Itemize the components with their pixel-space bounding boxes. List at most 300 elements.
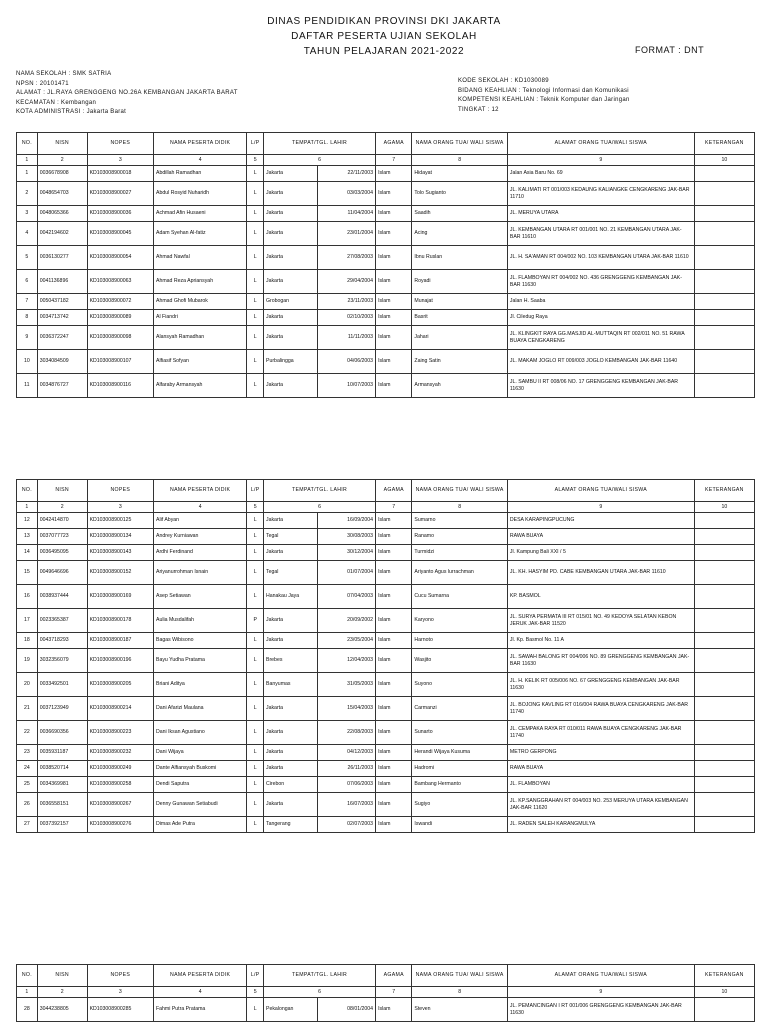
- nopes: KD103008900249: [87, 761, 153, 777]
- student-name: Bagas Wibisono: [153, 633, 246, 649]
- column-index-cell: 2: [37, 502, 87, 513]
- gender: L: [247, 777, 264, 793]
- col-nopes-header: NOPES: [87, 965, 153, 987]
- student-table-page-1: [16, 132, 755, 398]
- parent-name: Hidayat: [412, 166, 507, 182]
- birth-date: 22/11/2003: [317, 166, 375, 182]
- religion: Islam: [376, 721, 412, 745]
- student-name: Al Fiandri: [153, 310, 246, 326]
- remarks: [694, 761, 754, 777]
- birth-date: 07/06/2003: [317, 777, 375, 793]
- birth-date: 20/09/2002: [317, 609, 375, 633]
- parent-address: JL. KEMBANGAN UTARA RT 001/001 NO. 21 KEMBANGAN UTARA JAK-BAR 11610: [507, 222, 694, 246]
- birth-place: Jakarta: [263, 697, 317, 721]
- gender: P: [247, 609, 264, 633]
- column-index-cell: 7: [376, 155, 412, 166]
- gender: L: [247, 673, 264, 697]
- table-row: [17, 206, 755, 222]
- nopes: KD103008900027: [87, 182, 153, 206]
- parent-name: Harnoto: [412, 633, 507, 649]
- religion: Islam: [376, 350, 412, 374]
- birth-date: 23/11/2003: [317, 294, 375, 310]
- parent-name: Sumarno: [412, 513, 507, 529]
- table-row: [17, 633, 755, 649]
- remarks: [694, 649, 754, 673]
- birth-place: Jakarta: [263, 374, 317, 398]
- gender: L: [247, 270, 264, 294]
- table-row: [17, 609, 755, 633]
- gender: L: [247, 222, 264, 246]
- student-name: Dani Wijaya: [153, 745, 246, 761]
- student-name: Ahmad Ghofi Mubarok: [153, 294, 246, 310]
- school-name: NAMA SEKOLAH : SMK SATRIA: [16, 71, 112, 77]
- column-index-cell: 10: [694, 155, 754, 166]
- gender: L: [247, 545, 264, 561]
- birth-place: Jakarta: [263, 206, 317, 222]
- parent-name: Suyono: [412, 673, 507, 697]
- column-index-cell: 4: [153, 502, 246, 513]
- gender: L: [247, 721, 264, 745]
- parent-name: Munajat: [412, 294, 507, 310]
- gender: L: [247, 513, 264, 529]
- parent-address: JL. FLAMBOYAN: [507, 777, 694, 793]
- gender: L: [247, 585, 264, 609]
- gender: L: [247, 633, 264, 649]
- student-name: Dimas Ade Putra: [153, 817, 246, 833]
- birth-date: 31/05/2003: [317, 673, 375, 697]
- remarks: [694, 166, 754, 182]
- gender: L: [247, 817, 264, 833]
- remarks: [694, 513, 754, 529]
- birth-date: 16/09/2004: [317, 513, 375, 529]
- parent-address: RAWA BUAYA: [507, 529, 694, 545]
- table-row: [17, 649, 755, 673]
- gender: L: [247, 745, 264, 761]
- birth-place: Tegal: [263, 529, 317, 545]
- parent-name: Steven: [412, 998, 507, 1022]
- nopes: KD103008900143: [87, 545, 153, 561]
- birth-place: Jakarta: [263, 246, 317, 270]
- nopes: KD103008900267: [87, 793, 153, 817]
- col-lp-header: L/P: [247, 480, 264, 502]
- parent-address: JL. H. SA'AMAN RT 004/002 NO. 103 KEMBANGAN UTARA JAK-BAR 11610: [507, 246, 694, 270]
- nisn: 0035931187: [37, 745, 87, 761]
- remarks: [694, 585, 754, 609]
- parent-name: Iswandi: [412, 817, 507, 833]
- row-number: 17: [17, 609, 38, 633]
- nisn: 3032356079: [37, 649, 87, 673]
- col-ttl-header: TEMPAT/TGL. LAHIR: [263, 133, 375, 155]
- table-row: [17, 585, 755, 609]
- religion: Islam: [376, 649, 412, 673]
- parent-address: Jl. Ciledug Raya: [507, 310, 694, 326]
- nopes: KD103008900205: [87, 673, 153, 697]
- table-row: [17, 529, 755, 545]
- col-agama-header: AGAMA: [376, 133, 412, 155]
- column-index-cell: 8: [412, 502, 507, 513]
- row-number: 24: [17, 761, 38, 777]
- parent-address: JL. CEMPAKA RAYA RT 010/011 RAWA BUAYA CENGKARENG JAK-BAR 11740: [507, 721, 694, 745]
- column-index-cell: 5: [247, 155, 264, 166]
- col-ortu-header: NAMA ORANG TUA/ WALI SISWA: [412, 965, 507, 987]
- birth-place: Brebes: [263, 649, 317, 673]
- table-row: [17, 745, 755, 761]
- parent-address: KP. BASMOL: [507, 585, 694, 609]
- row-number: 15: [17, 561, 38, 585]
- parent-address: Jl. Kampung Bali XXI / 5: [507, 545, 694, 561]
- gender: L: [247, 310, 264, 326]
- parent-address: JL. SURYA PERMATA III RT 015/01 NO. 49 KEDOYA SELATAN KEBON JERUK JAK-BAR 11520: [507, 609, 694, 633]
- col-ortu-header: NAMA ORANG TUA/ WALI SISWA: [412, 133, 507, 155]
- col-ortu-header: NAMA ORANG TUA/ WALI SISWA: [412, 480, 507, 502]
- gender: L: [247, 350, 264, 374]
- birth-date: 01/07/2004: [317, 561, 375, 585]
- title-line-2: DAFTAR PESERTA UJIAN SEKOLAH: [291, 31, 477, 42]
- birth-place: Tegal: [263, 561, 317, 585]
- nisn: 0050437182: [37, 294, 87, 310]
- table-row: [17, 793, 755, 817]
- col-keterangan-header: KETERANGAN: [694, 133, 754, 155]
- birth-place: Jakarta: [263, 513, 317, 529]
- column-index-cell: 7: [376, 987, 412, 998]
- birth-date: 26/11/2003: [317, 761, 375, 777]
- birth-date: 07/04/2003: [317, 585, 375, 609]
- title-line-3: TAHUN PELAJARAN 2021-2022: [303, 46, 465, 57]
- col-agama-header: AGAMA: [376, 480, 412, 502]
- remarks: [694, 721, 754, 745]
- header-row: [17, 133, 755, 155]
- column-index-cell: 2: [37, 155, 87, 166]
- student-name: Dani Iksan Agustiano: [153, 721, 246, 745]
- nisn: 0043718293: [37, 633, 87, 649]
- parent-name: Sugiyo: [412, 793, 507, 817]
- column-index-cell: 3: [87, 502, 153, 513]
- student-name: Andrey Kurniawan: [153, 529, 246, 545]
- nisn: 3034084509: [37, 350, 87, 374]
- gender: L: [247, 294, 264, 310]
- row-number: 22: [17, 721, 38, 745]
- parent-address: JL. MERUYA UTARA: [507, 206, 694, 222]
- religion: Islam: [376, 609, 412, 633]
- parent-name: Carmanzi: [412, 697, 507, 721]
- religion: Islam: [376, 529, 412, 545]
- birth-date: 08/01/2004: [317, 998, 375, 1022]
- birth-place: Jakarta: [263, 761, 317, 777]
- school-address: ALAMAT : JL.RAYA GRENGGENG NO.26A KEMBANGAN JAKARTA BARAT: [16, 90, 238, 96]
- column-index-row: [17, 155, 755, 166]
- nopes: KD103008900045: [87, 222, 153, 246]
- school-level: TINGKAT : 12: [458, 106, 499, 113]
- table-row: [17, 326, 755, 350]
- nisn: 0036558151: [37, 793, 87, 817]
- student-name: Adam Syehan Al-fatiz: [153, 222, 246, 246]
- parent-address: METRO GERPONG: [507, 745, 694, 761]
- student-table-page-3: [16, 964, 755, 1022]
- table-row: [17, 761, 755, 777]
- nopes: KD103008900063: [87, 270, 153, 294]
- student-name: Alfaraby Armansyah: [153, 374, 246, 398]
- school-info-right: [458, 77, 630, 115]
- row-number: 14: [17, 545, 38, 561]
- remarks: [694, 545, 754, 561]
- row-number: 4: [17, 222, 38, 246]
- birth-place: Purbalingga: [263, 350, 317, 374]
- birth-place: Pekalongan: [263, 998, 317, 1022]
- nisn: 0038520714: [37, 761, 87, 777]
- remarks: [694, 529, 754, 545]
- nopes: KD103008900276: [87, 817, 153, 833]
- col-nisn-header: NISN: [37, 133, 87, 155]
- parent-address: JL. FLAMBOYAN RT 004/002 NO. 436 GRENGGENG KEMBANGAN JAK-BAR 11630: [507, 270, 694, 294]
- birth-date: 03/03/2004: [317, 182, 375, 206]
- column-index-cell: 10: [694, 502, 754, 513]
- religion: Islam: [376, 633, 412, 649]
- column-index-cell: 6: [263, 502, 375, 513]
- table-row: [17, 246, 755, 270]
- col-alamat-header: ALAMAT ORANG TUA/WALI SISWA: [507, 965, 694, 987]
- nisn: 0037077723: [37, 529, 87, 545]
- school-npsn: NPSN : 20101471: [16, 80, 69, 87]
- parent-address: JL. KLINGKIT RAYA GG.MASJID AL-MUTTAQIN RT 002/011 NO. 51 RAWA BUAYA CENGKARENG: [507, 326, 694, 350]
- col-no-header: NO.: [17, 133, 38, 155]
- col-keterangan-header: KETERANGAN: [694, 480, 754, 502]
- school-kota: KOTA ADMINISTRASI : Jakarta Barat: [16, 109, 127, 115]
- row-number: 20: [17, 673, 38, 697]
- birth-date: 23/01/2004: [317, 222, 375, 246]
- remarks: [694, 246, 754, 270]
- col-nama-header: NAMA PESERTA DIDIK: [153, 133, 246, 155]
- remarks: [694, 326, 754, 350]
- birth-place: Jakarta: [263, 222, 317, 246]
- gender: L: [247, 166, 264, 182]
- nisn: 0034713742: [37, 310, 87, 326]
- nopes: KD103008900089: [87, 310, 153, 326]
- student-name: Abdul Rosyid Nuharidh: [153, 182, 246, 206]
- birth-date: 30/08/2003: [317, 529, 375, 545]
- gender: L: [247, 206, 264, 222]
- table-row: [17, 310, 755, 326]
- parent-address: JL. PEMANCINGAN I RT 001/006 GRENGGENG KEMBANGAN JAK-BAR 11630: [507, 998, 694, 1022]
- column-index-row: [17, 502, 755, 513]
- student-name: Dani Afarizi Maulana: [153, 697, 246, 721]
- nopes: KD103008900223: [87, 721, 153, 745]
- parent-name: Ranamo: [412, 529, 507, 545]
- birth-date: 29/04/2004: [317, 270, 375, 294]
- gender: L: [247, 529, 264, 545]
- table-row: [17, 721, 755, 745]
- birth-date: 16/07/2003: [317, 793, 375, 817]
- title-line-1: DINAS PENDIDIKAN PROVINSI DKI JAKARTA: [267, 16, 501, 27]
- remarks: [694, 673, 754, 697]
- remarks: [694, 793, 754, 817]
- parent-address: JL. MAKAM JOGLO RT 009/003 JOGLO KEMBANGAN JAK-BAR 11640: [507, 350, 694, 374]
- row-number: 9: [17, 326, 38, 350]
- parent-address: JL. KALIMATI RT 001/003 KEDAUNG KALIANGKE CENGKARENG JAK-BAR 11710: [507, 182, 694, 206]
- nopes: KD103008900036: [87, 206, 153, 222]
- col-keterangan-header: KETERANGAN: [694, 965, 754, 987]
- birth-place: Tangerang: [263, 817, 317, 833]
- parent-name: Bambang Hermanto: [412, 777, 507, 793]
- col-nopes-header: NOPES: [87, 133, 153, 155]
- col-nisn-header: NISN: [37, 965, 87, 987]
- birth-place: Jakarta: [263, 182, 317, 206]
- remarks: [694, 182, 754, 206]
- remarks: [694, 777, 754, 793]
- birth-place: Jakarta: [263, 793, 317, 817]
- nisn: 0048654703: [37, 182, 87, 206]
- gender: L: [247, 561, 264, 585]
- row-number: 23: [17, 745, 38, 761]
- birth-date: 30/12/2004: [317, 545, 375, 561]
- student-name: Ahmad Nawfal: [153, 246, 246, 270]
- student-name: Abdillah Ramadhan: [153, 166, 246, 182]
- remarks: [694, 310, 754, 326]
- parent-address: Jalan H. Saaba: [507, 294, 694, 310]
- student-name: Asep Setiawan: [153, 585, 246, 609]
- nisn: 0038937444: [37, 585, 87, 609]
- row-number: 10: [17, 350, 38, 374]
- parent-address: DESA KARAPINGPUCUNG: [507, 513, 694, 529]
- remarks: [694, 745, 754, 761]
- row-number: 11: [17, 374, 38, 398]
- nisn: 0036690356: [37, 721, 87, 745]
- nopes: KD103008900116: [87, 374, 153, 398]
- column-index-cell: 4: [153, 155, 246, 166]
- column-index-cell: 1: [17, 502, 38, 513]
- column-index-cell: 10: [694, 987, 754, 998]
- student-name: Ariyanurrohman Isnain: [153, 561, 246, 585]
- student-name: Denny Gunawan Setiabudi: [153, 793, 246, 817]
- birth-date: 11/04/2004: [317, 206, 375, 222]
- table-row: [17, 513, 755, 529]
- school-competency: KOMPETENSI KEAHLIAN : Teknik Komputer dan Jaringan: [458, 97, 630, 103]
- row-number: 26: [17, 793, 38, 817]
- religion: Islam: [376, 793, 412, 817]
- birth-place: Hanakau Jaya: [263, 585, 317, 609]
- birth-place: Jakarta: [263, 270, 317, 294]
- birth-date: 27/08/2003: [317, 246, 375, 270]
- birth-date: 02/10/2003: [317, 310, 375, 326]
- nopes: KD103008900214: [87, 697, 153, 721]
- gender: L: [247, 998, 264, 1022]
- col-ttl-header: TEMPAT/TGL. LAHIR: [263, 965, 375, 987]
- parent-address: JL. BOJONG KAVLING RT 016/004 RAWA BUAYA CENGKARENG JAK-BAR 11740: [507, 697, 694, 721]
- student-name: Fahmi Putra Pratama: [153, 998, 246, 1022]
- row-number: 3: [17, 206, 38, 222]
- table-row: [17, 166, 755, 182]
- religion: Islam: [376, 745, 412, 761]
- column-index-cell: 4: [153, 987, 246, 998]
- nopes: KD103008900125: [87, 513, 153, 529]
- religion: Islam: [376, 374, 412, 398]
- col-no-header: NO.: [17, 965, 38, 987]
- remarks: [694, 697, 754, 721]
- column-index-cell: 9: [507, 987, 694, 998]
- parent-name: Turmidzi: [412, 545, 507, 561]
- nisn: 0042194602: [37, 222, 87, 246]
- remarks: [694, 222, 754, 246]
- parent-name: Herandi Wijaya Kusuma: [412, 745, 507, 761]
- remarks: [694, 350, 754, 374]
- birth-date: 23/05/2004: [317, 633, 375, 649]
- table-row: [17, 817, 755, 833]
- table-row: [17, 222, 755, 246]
- column-index-cell: 9: [507, 502, 694, 513]
- nopes: KD103008900178: [87, 609, 153, 633]
- row-number: 28: [17, 998, 38, 1022]
- parent-name: Ariyanto Agus lurrachman: [412, 561, 507, 585]
- table-row: [17, 182, 755, 206]
- nisn: 0049646696: [37, 561, 87, 585]
- religion: Islam: [376, 222, 412, 246]
- birth-date: 02/07/2003: [317, 817, 375, 833]
- remarks: [694, 998, 754, 1022]
- column-index-cell: 1: [17, 155, 38, 166]
- student-name: Alfiasif Sofyan: [153, 350, 246, 374]
- nisn: 0036130277: [37, 246, 87, 270]
- nopes: KD103008900134: [87, 529, 153, 545]
- col-nama-header: NAMA PESERTA DIDIK: [153, 480, 246, 502]
- school-kecamatan: KECAMATAN : Kembangan: [16, 99, 97, 106]
- birth-date: 04/06/2003: [317, 350, 375, 374]
- row-number: 12: [17, 513, 38, 529]
- parent-address: JL. H. KELIK RT 005/006 NO. 67 GRENGGENG KEMBANGAN JAK-BAR 11630: [507, 673, 694, 697]
- column-index-cell: 5: [247, 987, 264, 998]
- birth-place: Jakarta: [263, 545, 317, 561]
- column-index-cell: 5: [247, 502, 264, 513]
- student-name: Achmad Afin Husaeni: [153, 206, 246, 222]
- birth-place: Cirebon: [263, 777, 317, 793]
- parent-address: JL. KP.SANGGRAHAN RT 004/003 NO. 253 MERUYA UTARA KEMBANGAN JAK-BAR 11620: [507, 793, 694, 817]
- parent-address: JL. KH. HASYIM PD. CABE KEMBANGAN UTARA JAK-BAR 11610: [507, 561, 694, 585]
- nopes: KD103008900018: [87, 166, 153, 182]
- format-label: FORMAT : DNT: [635, 45, 705, 55]
- birth-place: Jakarta: [263, 166, 317, 182]
- student-name: Alansyah Ramadhan: [153, 326, 246, 350]
- birth-place: Jakarta: [263, 310, 317, 326]
- religion: Islam: [376, 585, 412, 609]
- table-row: [17, 777, 755, 793]
- religion: Islam: [376, 326, 412, 350]
- column-index-cell: 6: [263, 155, 375, 166]
- gender: L: [247, 182, 264, 206]
- school-info-left: [16, 70, 238, 118]
- religion: Islam: [376, 270, 412, 294]
- column-index-cell: 9: [507, 155, 694, 166]
- birth-date: 04/12/2003: [317, 745, 375, 761]
- student-name: Dante Alfiansyah Buskomi: [153, 761, 246, 777]
- column-index-cell: 7: [376, 502, 412, 513]
- religion: Islam: [376, 246, 412, 270]
- nisn: 0036372247: [37, 326, 87, 350]
- row-number: 18: [17, 633, 38, 649]
- header-row: [17, 965, 755, 987]
- parent-name: Zaing Satin: [412, 350, 507, 374]
- column-index-cell: 3: [87, 155, 153, 166]
- gender: L: [247, 761, 264, 777]
- school-field: BIDANG KEAHLIAN : Teknologi Informasi dan Komunikasi: [458, 87, 629, 94]
- parent-name: Basrit: [412, 310, 507, 326]
- remarks: [694, 633, 754, 649]
- student-name: Bayu Yudha Pratama: [153, 649, 246, 673]
- nisn: 0041136896: [37, 270, 87, 294]
- col-lp-header: L/P: [247, 133, 264, 155]
- col-alamat-header: ALAMAT ORANG TUA/WALI SISWA: [507, 133, 694, 155]
- nopes: KD103008900285: [87, 998, 153, 1022]
- parent-name: Royadi: [412, 270, 507, 294]
- table-row: [17, 350, 755, 374]
- row-number: 2: [17, 182, 38, 206]
